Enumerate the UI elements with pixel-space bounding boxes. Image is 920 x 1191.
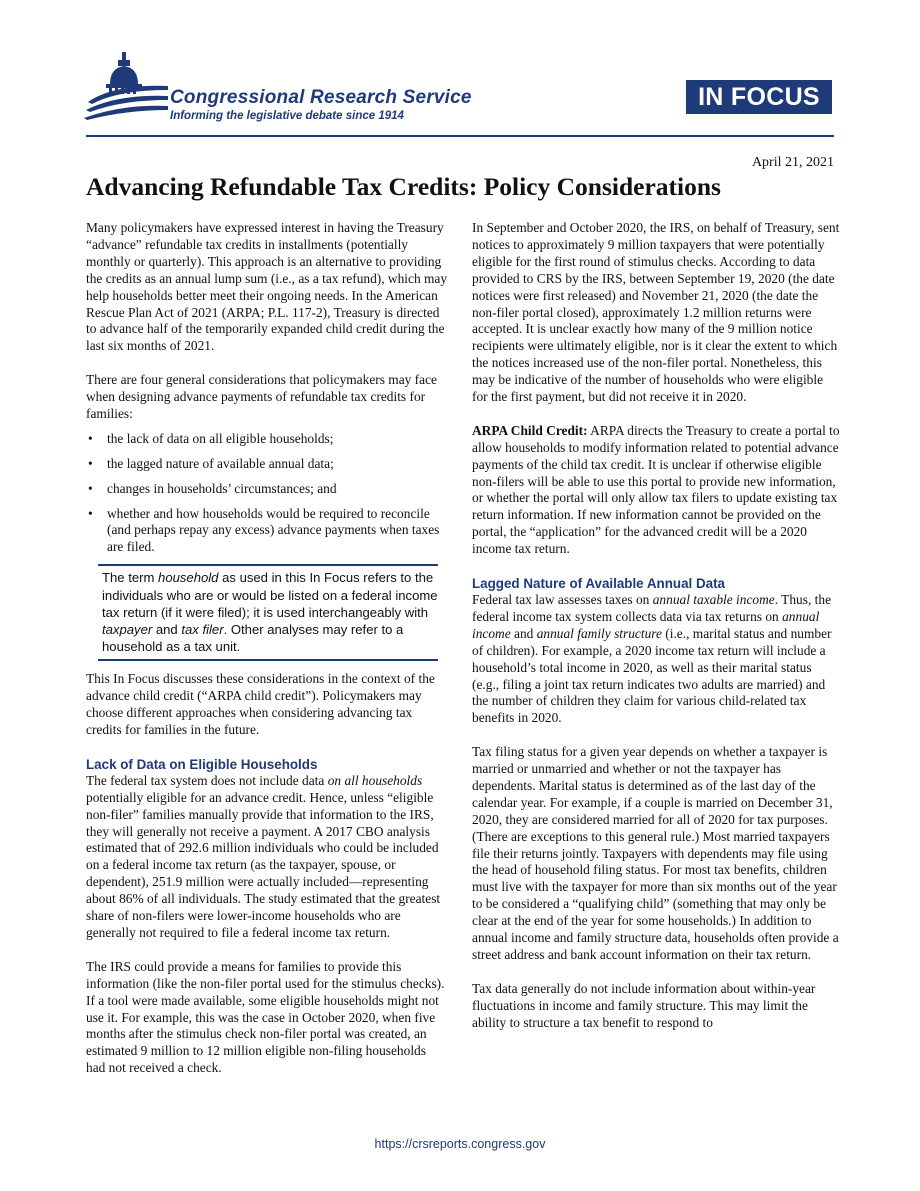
bullet-icon: • — [88, 455, 93, 471]
bullet-icon: • — [88, 430, 93, 446]
lack-of-data-paragraph: The federal tax system does not include data on all households potentially eligible for an advance credit. Hence, unless “eligible non-filer” families manually provide that information to the IRS, they will generally not receive a payment. A 2017 CBO analysis estimated that of 292.6 million individuals who could be included on a federal income tax return (as the taxpayer, spouse, or dependent), 251.9 million were actually included—representing about 86% of all individuals. The study estimated that the greatest share of non-filers were lower-income households who are generally not required to file a federal income tax return. — [86, 772, 441, 940]
considerations-list — [86, 431, 448, 556]
list-item: • whether and how households would be required to reconcile (and perhaps repay any excess) advance payments when taxes are filed. — [88, 505, 440, 555]
capitol-dome-icon — [84, 40, 170, 130]
left-column — [86, 220, 448, 1094]
list-item: • changes in households’ circumstances; and — [88, 480, 337, 496]
context-paragraph: This In Focus discusses these considerations in the context of the advance child credit (“ARPA child credit”). Policymakers may choose different approaches when considering advancing tax credits for families in the future. — [86, 671, 435, 738]
footer-url[interactable]: https://crsreports.congress.gov — [374, 1137, 546, 1151]
list-item: • the lagged nature of available annual data; — [88, 455, 334, 471]
considerations-intro: There are four general considerations that policymakers may face when designing advance payments of refundable tax credits for families: — [86, 372, 437, 421]
org-tagline: Informing the legislative debate since 1914 — [170, 110, 404, 122]
annual-income-paragraph: Federal tax law assesses taxes on annual taxable income. Thus, the federal income tax system collects data via tax returns on annual income and annual family structure (i.e., marital status and number of children). For example, a 2020 income tax return will include a household’s total income in 2020, as well as their marital status (e.g., filing a joint tax return indicates two adults are married) and the number of children they claim for various child-related tax benefits in 2020. — [472, 592, 832, 726]
definition-box: The term household as used in this In Focus refers to the individuals who are or would be listed on a federal income tax return (if it were filed); it is used interchangeably with taxpayer and tax filer. Other analyses may refer to a household as a tax unit. — [98, 564, 438, 661]
header-divider — [86, 135, 834, 137]
arpa-child-credit-paragraph: ARPA Child Credit: ARPA directs the Treasury to create a portal to allow households to modify information related to potential advance payments of the child tax credit. It is unclear if otherwise eligible non-filers will be able to use this portal to provide new information, or whether the portal will only allow tax filers to update existing tax return information. If new information cannot be provided on the portal, the “application” for the advanced credit will be a 2020 income tax return. — [472, 422, 840, 557]
section-heading-lagged-data: Lagged Nature of Available Annual Data — [472, 576, 725, 591]
bullet-icon: • — [88, 505, 93, 521]
notices-paragraph: In September and October 2020, the IRS, on behalf of Treasury, sent notices to approximately 9 million taxpayers that were potentially eligible for the first round of stimulus checks. According to data provided to CRS by the IRS, between September 19, 2020 (the date notices were first released) and November 21, 2020 (the date the non-filer portal closed), approximately 1.2 million returns were accepted. It is unclear exactly how many of the 9 million notice recipients were ultimately eligible, nor is it clear the extent to which the notices increased use of the non-filer portal. Nonetheless, this may be indicative of the number of households who were eligible for the first payment, but did not receive it in 2020. — [472, 220, 840, 405]
list-item: • the lack of data on all eligible households; — [88, 430, 334, 446]
right-column — [472, 220, 840, 1032]
crs-logo — [84, 40, 494, 130]
section-heading-lack-of-data: Lack of Data on Eligible Households — [86, 756, 318, 772]
within-year-paragraph: Tax data generally do not include information about within-year fluctuations in income and family structure. This may limit the ability to structure a tax benefit to respond to — [472, 980, 816, 1030]
page-title: Advancing Refundable Tax Credits: Policy Considerations — [86, 172, 721, 201]
org-name: Congressional Research Service — [170, 87, 472, 108]
publication-date: April 21, 2021 — [751, 155, 834, 170]
bullet-icon: • — [88, 480, 93, 496]
intro-paragraph: Many policymakers have expressed interest in having the Treasury “advance” refundable tax credits in installments (potentially monthly or quarterly). This approach is an alternative to providing the credits as an annual lump sum (i.e., as a tax refund), which may help households better meet their ongoing needs. In the American Rescue Plan Act of 2021 (ARPA; P.L. 117-2), Treasury is directed to advance half of the temporarily expanded child credit during the last six months of 2021. — [86, 220, 448, 354]
filing-status-paragraph: Tax filing status for a given year depends on whether a taxpayer is married or unmarried and whether or not the taxpayer has dependents. Marital status is determined as of the last day of the calendar year. For example, if a couple is married on December 31, 2020, they are considered married for all of 2020 for tax purposes. (There are exceptions to this general rule.) Most married taxpayers file their returns jointly. Taxpayers with dependents may file using the head of household filing status. For most tax benefits, children must live with the taxpayer for more than six months out of the year to be considered a “qualifying child” (something that may only be clear at the end of the year for some households.) In addition to annual income and family structure data, households often provide a street address and bank account information on their tax return. — [472, 744, 839, 963]
in-focus-badge: IN FOCUS — [686, 80, 832, 114]
irs-portal-paragraph: The IRS could provide a means for families to provide this information (like the non-filer portal used for the stimulus checks). If a tool were made available, some eligible households might not use it. For example, this was the case in October 2020, when five months after the stimulus check non-filer portal was created, an estimated 9 million to 12 million eligible non-filing households had not received a check. — [86, 958, 445, 1076]
